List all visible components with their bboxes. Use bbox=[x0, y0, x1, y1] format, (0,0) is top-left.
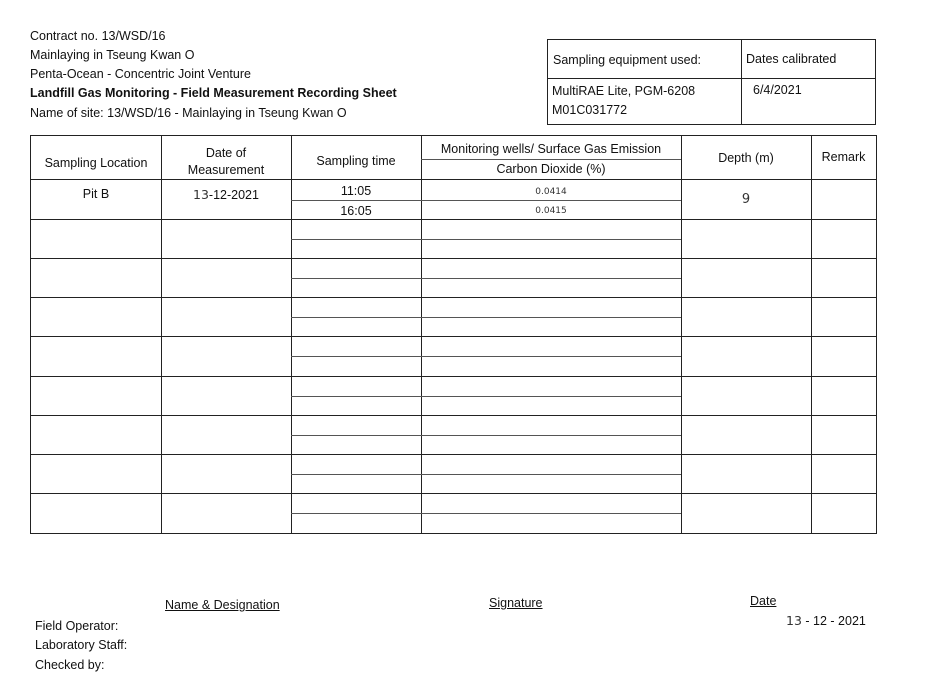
header-subdivider bbox=[421, 159, 681, 160]
laboratory-staff-label: Laboratory Staff: bbox=[35, 638, 128, 652]
row1-depth: 9 bbox=[741, 192, 751, 207]
row-divider bbox=[31, 376, 876, 377]
footer-date-handwritten: 13 bbox=[786, 613, 802, 628]
row1-date-handwritten: 13 bbox=[193, 187, 209, 202]
header-remark: Remark bbox=[821, 150, 866, 164]
row1-co2-value1: 0.0414 bbox=[535, 187, 567, 197]
row1-co2-value2: 0.0415 bbox=[535, 206, 567, 216]
calibration-header: Dates calibrated bbox=[746, 52, 837, 66]
row-divider bbox=[31, 415, 876, 416]
header-carbon-dioxide: Carbon Dioxide (%) bbox=[496, 162, 606, 176]
date-heading: Date bbox=[750, 594, 777, 608]
row1-location: Pit B bbox=[82, 187, 110, 201]
equipment-model: MultiRAE Lite, PGM-6208 bbox=[552, 84, 696, 98]
row-divider bbox=[31, 258, 876, 259]
row1-time1: 11:05 bbox=[340, 184, 372, 198]
column-divider bbox=[811, 136, 812, 533]
row-divider bbox=[31, 454, 876, 455]
row1-date bbox=[161, 186, 291, 204]
site-name: Name of site: 13/WSD/16 - Mainlaying in Tseung Kwan O bbox=[30, 106, 347, 120]
footer-date-printed: - 12 - 2021 bbox=[805, 614, 866, 628]
equipment-divider bbox=[741, 40, 742, 124]
sub-row-line bbox=[291, 435, 681, 436]
equipment-serial: M01C031772 bbox=[552, 103, 628, 117]
sub-row-line bbox=[291, 513, 681, 514]
contract-number: Contract no. 13/WSD/16 bbox=[30, 29, 166, 43]
contractor-name: Penta-Ocean - Concentric Joint Venture bbox=[30, 67, 251, 81]
row-divider bbox=[31, 336, 876, 337]
sub-row-line bbox=[291, 356, 681, 357]
sub-row-line bbox=[291, 239, 681, 240]
sub-row-line bbox=[291, 278, 681, 279]
header-depth: Depth (m) bbox=[718, 151, 774, 165]
equipment-table bbox=[547, 39, 876, 125]
equipment-header: Sampling equipment used: bbox=[553, 53, 702, 67]
header-sampling-time: Sampling time bbox=[316, 154, 396, 168]
header-monitoring: Monitoring wells/ Surface Gas Emission bbox=[440, 142, 662, 156]
row-divider bbox=[31, 297, 876, 298]
sub-row-line bbox=[291, 474, 681, 475]
signature-heading: Signature bbox=[489, 596, 543, 610]
sub-row-line bbox=[291, 396, 681, 397]
field-operator-date bbox=[786, 613, 866, 628]
row-divider bbox=[31, 493, 876, 494]
row1-time2: 16:05 bbox=[340, 204, 372, 218]
measurement-table bbox=[30, 135, 877, 534]
header-date-line2: Measurement bbox=[187, 163, 265, 177]
header-divider bbox=[31, 179, 876, 180]
header-sampling-location: Sampling Location bbox=[44, 156, 148, 170]
field-operator-label: Field Operator: bbox=[35, 619, 119, 633]
header-date-line1: Date of bbox=[205, 146, 247, 160]
project-name: Mainlaying in Tseung Kwan O bbox=[30, 48, 195, 62]
name-designation-heading: Name & Designation bbox=[165, 598, 280, 612]
sub-row-line bbox=[291, 317, 681, 318]
equipment-divider bbox=[548, 78, 875, 79]
row1-date-printed: -12-2021 bbox=[208, 188, 259, 202]
calibration-date: 6/4/2021 bbox=[753, 83, 802, 97]
sheet-title: Landfill Gas Monitoring - Field Measurement Recording Sheet bbox=[30, 86, 397, 100]
checked-by-label: Checked by: bbox=[35, 658, 105, 672]
